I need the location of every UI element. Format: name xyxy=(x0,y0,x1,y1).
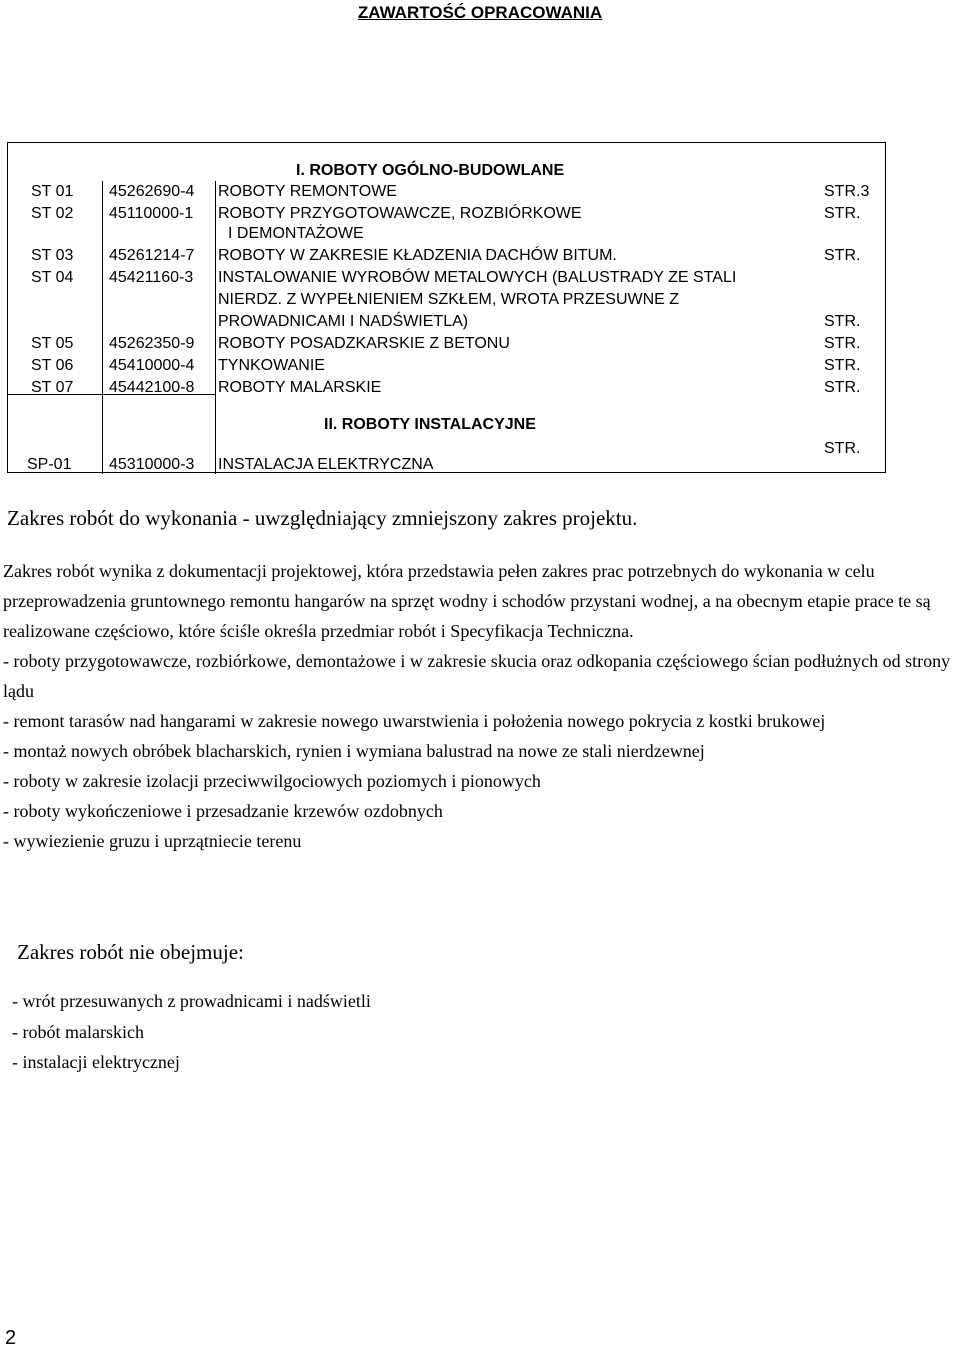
toc-title: ROBOTY W ZAKRESIE KŁADZENIA DACHÓW BITUM. xyxy=(218,247,617,264)
toc-title: ROBOTY PRZYGOTOWAWCZE, ROZBIÓRKOWE xyxy=(218,205,582,222)
exclusion-item: - robót malarskich xyxy=(12,1021,144,1042)
contents-table xyxy=(7,142,886,473)
toc-cpv: 45442100-8 xyxy=(109,379,195,396)
exclusions-list xyxy=(12,986,371,1078)
toc-cpv: 45410000-4 xyxy=(109,357,195,374)
exclusion-item: - wrót przesuwanych z prowadnicami i nadświetli xyxy=(12,991,371,1011)
scope-item: - wywiezienie gruzu i uprzątniecie terenu xyxy=(3,831,302,851)
toc-code: ST 01 xyxy=(31,183,74,200)
document-title: ZAWARTOŚĆ OPRACOWANIA xyxy=(357,3,603,22)
toc-page: STR. xyxy=(824,205,861,222)
toc-page: STR. xyxy=(824,357,861,374)
column-divider xyxy=(215,181,216,474)
column-divider xyxy=(102,181,103,474)
toc-code: ST 03 xyxy=(31,247,74,264)
toc-page: STR. xyxy=(824,313,861,330)
toc-code: ST 06 xyxy=(31,357,74,374)
toc-code: ST 05 xyxy=(31,335,74,352)
toc-page: STR.3 xyxy=(824,183,870,200)
toc-code: SP-01 xyxy=(27,456,72,473)
scope-note: Zakres robót do wykonania - uwzględniający zmniejszony zakres projektu. xyxy=(7,506,638,530)
toc-page: STR. xyxy=(824,440,861,457)
toc-cpv: 45421160-3 xyxy=(109,269,194,286)
toc-code: ST 04 xyxy=(31,269,74,286)
toc-title: TYNKOWANIE xyxy=(218,357,325,374)
toc-code: ST 07 xyxy=(31,379,74,396)
toc-title-line2: I DEMONTAŻOWE xyxy=(228,225,364,242)
toc-page: STR. xyxy=(824,335,861,352)
toc-cpv: 45261214-7 xyxy=(109,247,195,264)
toc-title-line2: NIERDZ. Z WYPEŁNIENIEM SZKŁEM, WROTA PRZESUWNE Z xyxy=(218,291,680,308)
toc-title: INSTALOWANIE WYROBÓW METALOWYCH (BALUSTRADY ZE STALI xyxy=(218,269,737,286)
exclusions-heading: Zakres robót nie obejmuje: xyxy=(17,940,244,964)
toc-cpv: 45110000-1 xyxy=(109,205,194,222)
toc-cpv: 45262350-9 xyxy=(109,335,195,352)
scope-item: - roboty wykończeniowe i przesadzanie krzewów ozdobnych xyxy=(3,801,443,821)
toc-code: ST 02 xyxy=(31,205,74,222)
scope-description xyxy=(3,556,960,856)
scope-item: - roboty w zakresie izolacji przeciwwilgociowych poziomych i pionowych xyxy=(3,771,541,791)
scope-item: - montaż nowych obróbek blacharskich, rynien i wymiana balustrad na nowe ze stali nierdzewnej xyxy=(3,741,705,761)
toc-title-line3: PROWADNICAMI I NADŚWIETLA) xyxy=(218,313,469,330)
toc-cpv: 45262690-4 xyxy=(109,183,195,200)
toc-title: ROBOTY REMONTOWE xyxy=(218,183,397,200)
toc-cpv: 45310000-3 xyxy=(109,456,195,473)
scope-item: - remont tarasów nad hangarami w zakresie nowego uwarstwienia i położenia nowego pokrycia z kostki brukowej xyxy=(3,711,826,731)
exclusion-item: - instalacji elektrycznej xyxy=(12,1052,180,1072)
toc-title: ROBOTY POSADZKARSKIE Z BETONU xyxy=(218,335,510,352)
page-number: 2 xyxy=(5,1327,17,1349)
section-heading-general: I. ROBOTY OGÓLNO-BUDOWLANE xyxy=(296,162,565,179)
toc-page: STR. xyxy=(824,247,861,264)
scope-item: - roboty przygotowawcze, rozbiórkowe, demontażowe i w zakresie skucia oraz odkopania częściowego ścian podłużnych od strony lądu xyxy=(3,651,951,701)
toc-title: ROBOTY MALARSKIE xyxy=(218,379,382,396)
intro-paragraph: Zakres robót wynika z dokumentacji projektowej, która przedstawia pełen zakres prac potrzebnych do wykonania w celu przeprowadzenia gruntownego remontu hangarów na sprzęt wodny i schodów przystani wodnej, a na obecnym etapie prace te są realizowane częściowo, które ściśle określa przedmiar robót i Specyfikacja Techniczna. xyxy=(3,561,931,641)
toc-title: INSTALACJA ELEKTRYCZNA xyxy=(218,456,434,473)
toc-page: STR. xyxy=(824,379,861,396)
section-heading-installations: II. ROBOTY INSTALACYJNE xyxy=(324,416,536,433)
